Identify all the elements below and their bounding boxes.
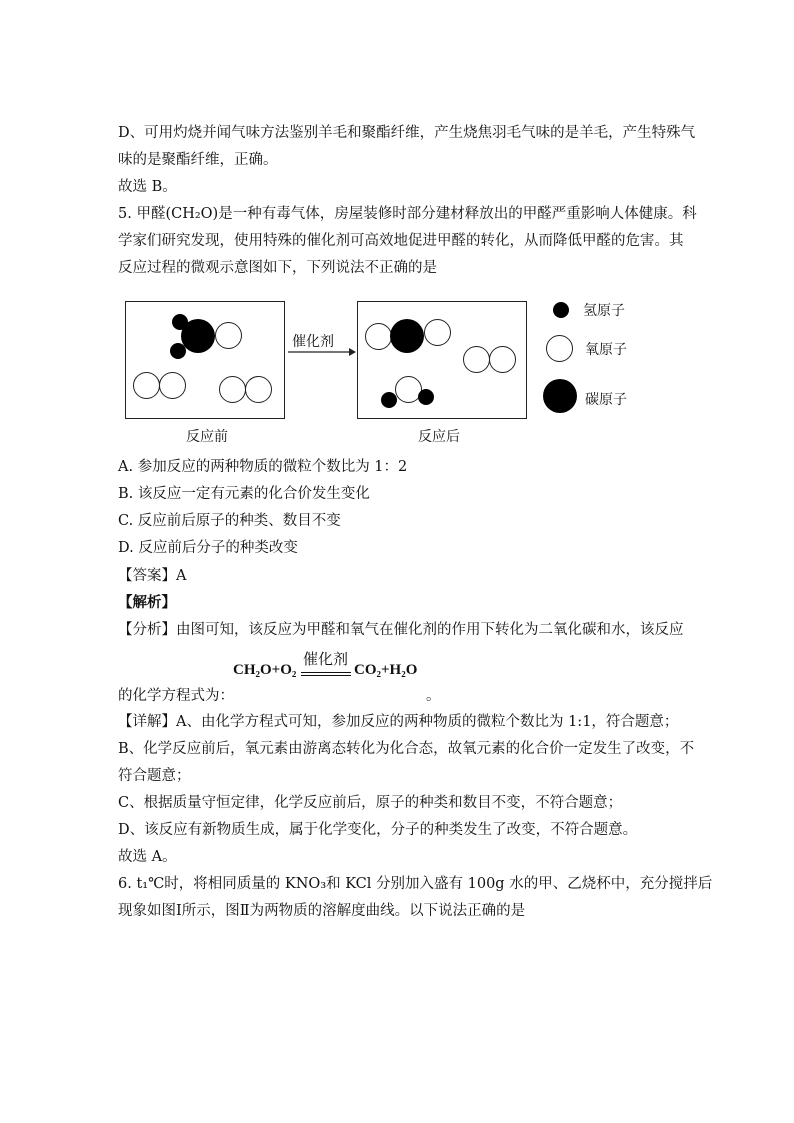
equation-bar-top [301,672,351,673]
equation-bar-bottom [301,675,351,676]
reaction-arrow [286,346,358,358]
q5-choose: 故选 A。 [118,849,177,865]
q5-detail-d: D、该反应有新物质生成，属于化学变化，分子的种类发生了改变，不符合题意。 [118,822,638,838]
carbon-atom [390,319,424,353]
q5-option-c: C. 反应前后原子的种类、数目不变 [118,513,341,529]
carbon-atom [181,319,215,353]
equation-condition: 催化剂 [303,650,349,668]
legend-carbon-icon [543,379,577,413]
prev-option-d-line2: 味的是聚酯纤维，正确。 [118,152,278,168]
q6-stem-line2: 现象如图Ⅰ所示，图Ⅱ为两物质的溶解度曲线。以下说法正确的是 [118,903,526,919]
q5-fenxi-line1: 【分析】由图可知，该反应为甲醛和氧气在催化剂的作用下转化为二氧化碳和水，该反应 [118,622,684,638]
q5-stem-line2: 学家们研究发现，使用特殊的催化剂可高效地促进甲醛的转化，从而降低甲醛的危害。其 [118,233,684,249]
q5-option-b: B. 该反应一定有元素的化合价发生变化 [118,486,370,502]
q5-answer: 【答案】A [118,568,187,584]
equation-left: CH₂O+O₂ [233,662,297,678]
q5-detail-b-line2: 符合题意； [118,768,191,784]
hydrogen-atom [418,389,434,405]
before-label: 反应前 [186,429,228,445]
oxygen-atom [463,346,490,373]
equation-right: CO₂+H₂O [354,662,418,678]
after-label: 反应后 [418,429,460,445]
before-box [125,301,285,419]
oxygen-atom [365,323,392,350]
q5-fenxi-line2: 的化学方程式为： [118,688,234,704]
catalyst-label: 催化剂 [292,334,334,350]
legend-oxygen-label: 氧原子 [585,342,627,358]
oxygen-atom [489,346,516,373]
q5-fenxi-end: 。 [426,688,441,704]
oxygen-atom [133,372,160,399]
legend-hydrogen-label: 氢原子 [583,303,625,319]
q5-detail-b-line1: B、化学反应前后，氧元素由游离态转化为化合态，故氧元素的化合价一定发生了改变，不 [118,741,695,757]
q5-option-a: A. 参加反应的两种物质的微粒个数比为 1：2 [118,459,408,475]
q5-stem-line3: 反应过程的微观示意图如下，下列说法不正确的是 [118,260,437,276]
q5-stem-line1: 5. 甲醛(CH₂O)是一种有毒气体，房屋装修时部分建材释放出的甲醛严重影响人体健康。科 [118,206,697,222]
oxygen-atom [424,319,451,346]
legend-oxygen-icon [546,335,573,362]
oxygen-atom [219,376,246,403]
q5-option-d: D. 反应前后分子的种类改变 [118,540,298,556]
oxygen-atom [159,372,186,399]
q6-stem-line1: 6. t₁℃时，将相同质量的 KNO₃和 KCl 分别加入盛有 100g 水的甲、乙烧杯中，充分搅拌后 [118,876,713,892]
oxygen-atom [245,376,272,403]
legend-carbon-label: 碳原子 [585,392,627,408]
hydrogen-atom [381,392,397,408]
prev-choose-b: 故选 B。 [118,179,177,195]
q5-detail-a: 【详解】A、由化学方程式可知，参加反应的两种物质的微粒个数比为 1:1，符合题意； [118,714,679,730]
oxygen-atom [215,322,242,349]
prev-option-d-line1: D、可用灼烧并闻气味方法鉴别羊毛和聚酯纤维，产生烧焦羽毛气味的是羊毛，产生特殊气 [118,125,696,141]
q5-analysis-head: 【解析】 [118,594,176,611]
hydrogen-atom [170,343,186,359]
q5-detail-c: C、根据质量守恒定律，化学反应前后，原子的种类和数目不变，不符合题意； [118,795,623,811]
legend-hydrogen-icon [553,302,569,318]
after-box [357,301,527,419]
